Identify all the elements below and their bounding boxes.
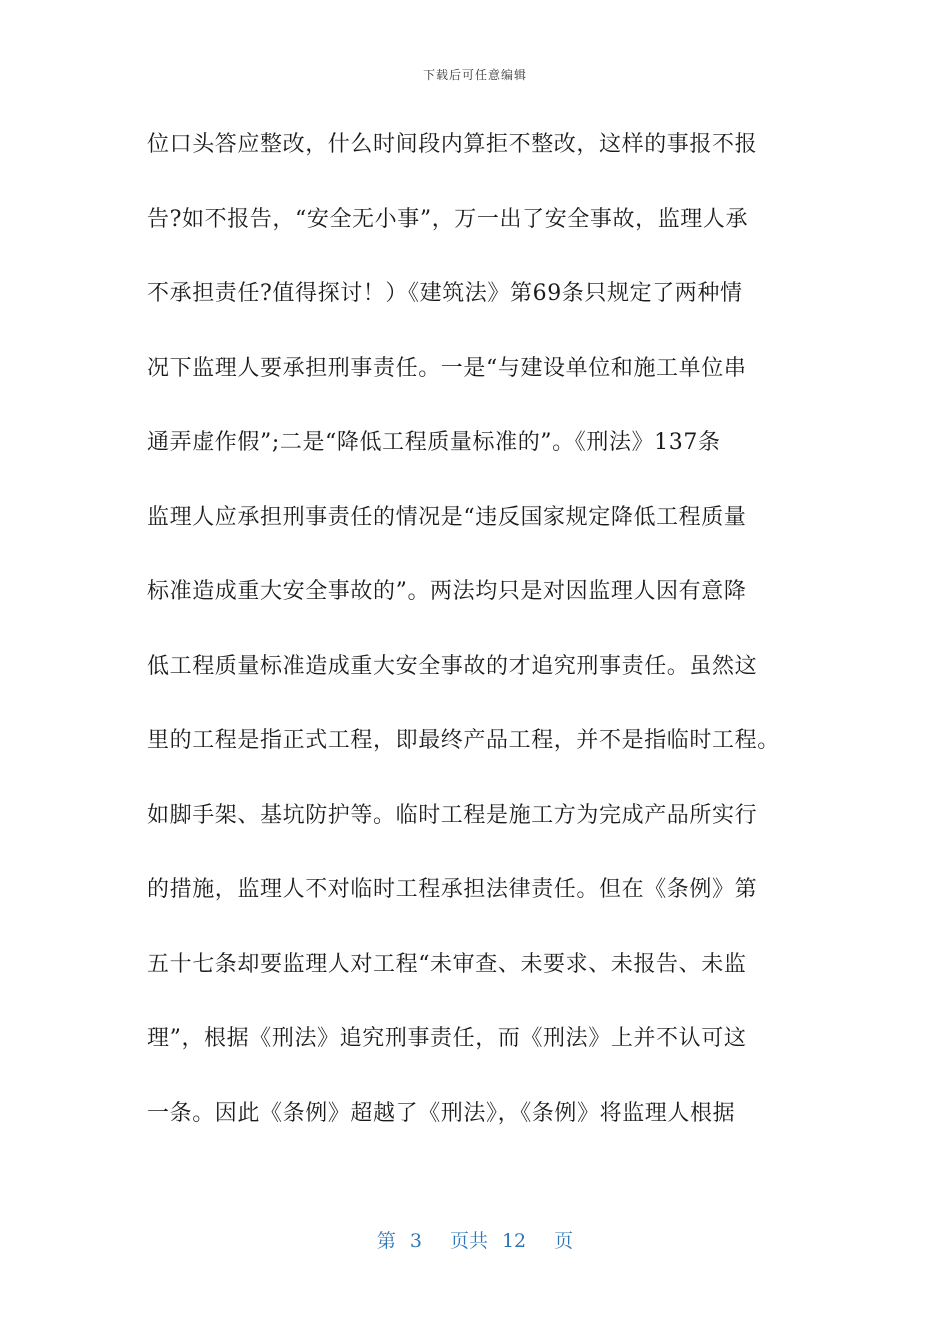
body-line: 一条。因此《条例》超越了《刑法》，《条例》将监理人根据 bbox=[147, 1100, 736, 1126]
body-line: 的措施，监理人不对临时工程承担法律责任。但在《条例》第 bbox=[147, 877, 758, 902]
page-header: 下载后可任意编辑 bbox=[422, 68, 527, 82]
total-pages-number: 12 bbox=[501, 1230, 527, 1252]
page-footer bbox=[0, 1226, 950, 1253]
footer-middle: 页共 bbox=[449, 1230, 488, 1252]
current-page-number: 3 bbox=[409, 1230, 422, 1252]
body-line: 标准造成重大安全事故的”。两法均只是对因监理人因有意降 bbox=[147, 579, 747, 604]
footer-suffix: 页 bbox=[554, 1230, 574, 1252]
body-line: 位口头答应整改，什么时间段内算拒不整改，这样的事报不报 bbox=[147, 132, 758, 157]
body-line: 监理人应承担刑事责任的情况是“违反国家规定降低工程质量 bbox=[147, 504, 747, 530]
footer-prefix: 第 bbox=[376, 1230, 396, 1252]
body-line: 低工程质量标准造成重大安全事故的才追究刑事责任。虽然这 bbox=[147, 653, 758, 679]
body-line: 如脚手架、基坑防护等。临时工程是施工方为完成产品所实行 bbox=[147, 802, 758, 828]
body-line: 不承担责任?值得探讨！）《建筑法》第69条只规定了两种情 bbox=[147, 281, 743, 306]
document-body bbox=[147, 120, 807, 1163]
body-line: 五十七条却要监理人对工程“未审查、未要求、未报告、未监 bbox=[147, 951, 747, 977]
body-line: 通弄虚作假”;二是“降低工程质量标准的”。《刑法》137条 bbox=[147, 430, 721, 455]
body-line: 理”，根据《刑法》追究刑事责任，而《刑法》上并不认可这 bbox=[147, 1026, 747, 1051]
body-line: 告?如不报告，“安全无小事”，万一出了安全事故，监理人承 bbox=[147, 206, 749, 232]
body-line: 况下监理人要承担刑事责任。一是“与建设单位和施工单位串 bbox=[147, 355, 747, 381]
body-line: 里的工程是指正式工程，即最终产品工程，并不是指临时工程。 bbox=[147, 728, 780, 753]
